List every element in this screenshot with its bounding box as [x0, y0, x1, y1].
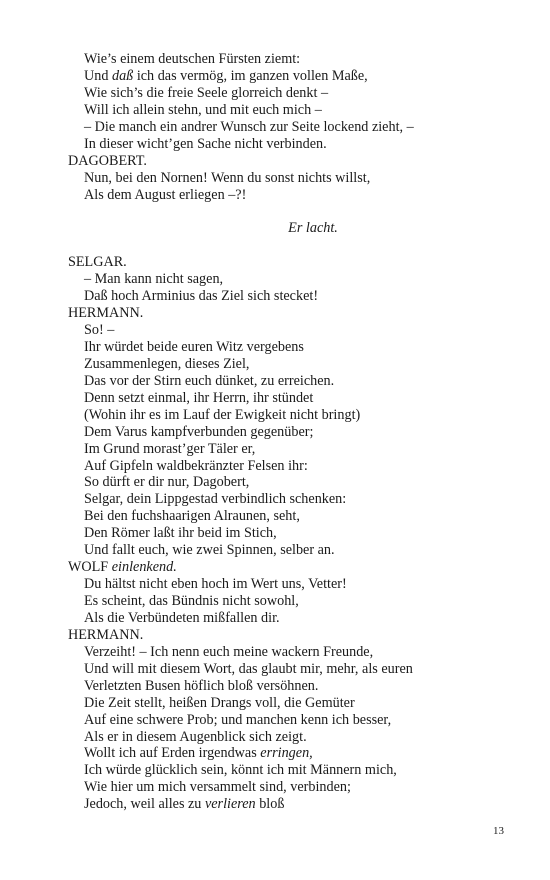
text-segment: Als er in diesem Augenblick sich zeigt. — [84, 728, 307, 745]
speaker-name — [68, 254, 498, 271]
text-segment: Ich würde glücklich sein, könnt ich mit Männern mich, — [84, 762, 397, 779]
blank-line — [68, 203, 498, 220]
verse-line — [68, 187, 498, 204]
blank-line — [68, 237, 498, 254]
text-segment: SELGAR. — [68, 254, 127, 271]
text-segment: In dieser wicht’gen Sache nicht verbinden. — [84, 135, 327, 152]
stage-direction — [68, 220, 498, 237]
verse-line — [68, 745, 498, 762]
verse-line — [68, 779, 498, 796]
verse-line — [68, 424, 498, 441]
verse-line — [68, 695, 498, 712]
verse-line — [68, 51, 498, 68]
text-segment: Will ich allein stehn, und mit euch mich – — [84, 101, 322, 118]
text-segment: HERMANN. — [68, 305, 144, 322]
text-segment: Dem Varus kampfverbunden gegenüber; — [84, 423, 314, 440]
text-segment: Es scheint, das Bündnis nicht sowohl, — [84, 593, 299, 609]
verse-line — [68, 85, 498, 102]
verse-line — [68, 322, 498, 339]
text-segment: Jedoch, weil alles zu — [84, 796, 205, 813]
verse-line — [68, 288, 498, 305]
verse-line — [68, 712, 498, 729]
verse-line — [68, 610, 498, 627]
text-segment: Ihr würdet beide euren Witz vergebens — [84, 338, 304, 355]
italic-text: daß — [111, 67, 134, 84]
verse-line — [68, 644, 498, 661]
verse-line — [68, 339, 498, 356]
speaker-name — [68, 559, 498, 576]
speaker-name — [68, 627, 498, 644]
text-segment: Als die Verbündeten mißfallen dir. — [84, 609, 280, 626]
verse-line — [68, 661, 498, 678]
verse-line — [68, 576, 498, 593]
verse-line — [68, 762, 498, 779]
verse-line — [68, 136, 498, 153]
text-segment: Zusammenlegen, dieses Ziel, — [84, 355, 250, 372]
text-segment: Und will mit diesem Wort, das glaubt mir, mehr, als euren — [84, 660, 413, 677]
verse-line — [68, 119, 498, 136]
text-segment: Als dem August erliegen –?! — [84, 186, 247, 203]
text-segment: Wollt ich auf Erden irgendwas — [84, 745, 261, 762]
verse-line — [68, 407, 498, 424]
text-segment: Auf eine schwere Prob; und manchen kenn ich besser, — [84, 711, 392, 728]
speaker-name — [68, 305, 498, 322]
text-segment: Denn setzt einmal, ihr Herrn, ihr stündet — [84, 389, 314, 406]
text-segment: DAGOBERT. — [68, 152, 147, 169]
italic-text: verlieren — [204, 796, 256, 813]
verse-line — [68, 68, 498, 85]
verse-line — [68, 729, 498, 746]
text-segment: Und fallt euch, wie zwei Spinnen, selber an. — [84, 542, 335, 559]
text-segment: Wie’s einem deutschen Fürsten ziemt: — [84, 51, 301, 67]
verse-line — [68, 102, 498, 119]
text-segment: Nun, bei den Nornen! Wenn du sonst nichts willst, — [84, 169, 371, 186]
text-segment: Bei den fuchshaarigen Alraunen, seht, — [84, 508, 300, 525]
verse-line — [68, 474, 498, 491]
text-segment: – Die manch ein andrer Wunsch zur Seite lockend zieht, – — [84, 118, 414, 135]
text-segment: ich das vermög, im ganzen vollen Maße, — [133, 67, 368, 84]
verse-line — [68, 508, 498, 525]
text-segment: – Man kann nicht sagen, — [84, 271, 224, 288]
text-segment: Verzeiht! – Ich nenn euch meine wackern Freunde, — [84, 643, 374, 660]
text-segment: Das vor der Stirn euch dünket, zu erreichen. — [84, 372, 335, 389]
text-segment: Selgar, dein Lippgestad verbindlich schenken: — [84, 491, 347, 508]
text-segment: (Wohin ihr es im Lauf der Ewigkeit nicht bringt) — [84, 406, 361, 423]
verse-line — [68, 170, 498, 187]
verse-line — [68, 271, 498, 288]
text-segment: Und — [84, 67, 112, 84]
verse-line — [68, 542, 498, 559]
text-segment: So! – — [84, 322, 115, 338]
italic-text: erringen, — [260, 745, 313, 762]
text-segment: Wie sich’s die freie Seele glorreich denkt – — [84, 84, 329, 101]
text-segment: Verletzten Busen höflich bloß versöhnen. — [84, 677, 319, 694]
verse-line — [68, 525, 498, 542]
verse-line — [68, 458, 498, 475]
page-body — [68, 51, 498, 813]
verse-line — [68, 796, 498, 813]
italic-text: einlenkend. — [111, 559, 177, 576]
text-segment: So dürft er dir nur, Dagobert, — [84, 474, 250, 491]
verse-line — [68, 678, 498, 695]
text-segment: Die Zeit stellt, heißen Drangs voll, die Gemüter — [84, 694, 355, 711]
text-segment: WOLF — [68, 559, 112, 576]
text-segment: HERMANN. — [68, 626, 144, 643]
page-number: 13 — [493, 825, 504, 837]
verse-line — [68, 356, 498, 373]
text-segment: Wie hier um mich versammelt sind, verbinden; — [84, 779, 351, 796]
verse-line — [68, 373, 498, 390]
text-segment: Auf Gipfeln waldbekränzter Felsen ihr: — [84, 457, 308, 474]
speaker-name — [68, 153, 498, 170]
verse-line — [68, 390, 498, 407]
text-segment: Den Römer laßt ihr beid im Stich, — [84, 525, 277, 542]
text-segment: Daß hoch Arminius das Ziel sich stecket! — [84, 288, 319, 305]
verse-line — [68, 491, 498, 508]
verse-line — [68, 593, 498, 610]
text-segment: Du hältst nicht eben hoch im Wert uns, Vetter! — [84, 576, 347, 593]
verse-line — [68, 441, 498, 458]
italic-text: Er lacht. — [288, 220, 338, 237]
text-segment: Im Grund morast’ger Täler er, — [84, 440, 256, 457]
text-segment: bloß — [255, 796, 285, 813]
